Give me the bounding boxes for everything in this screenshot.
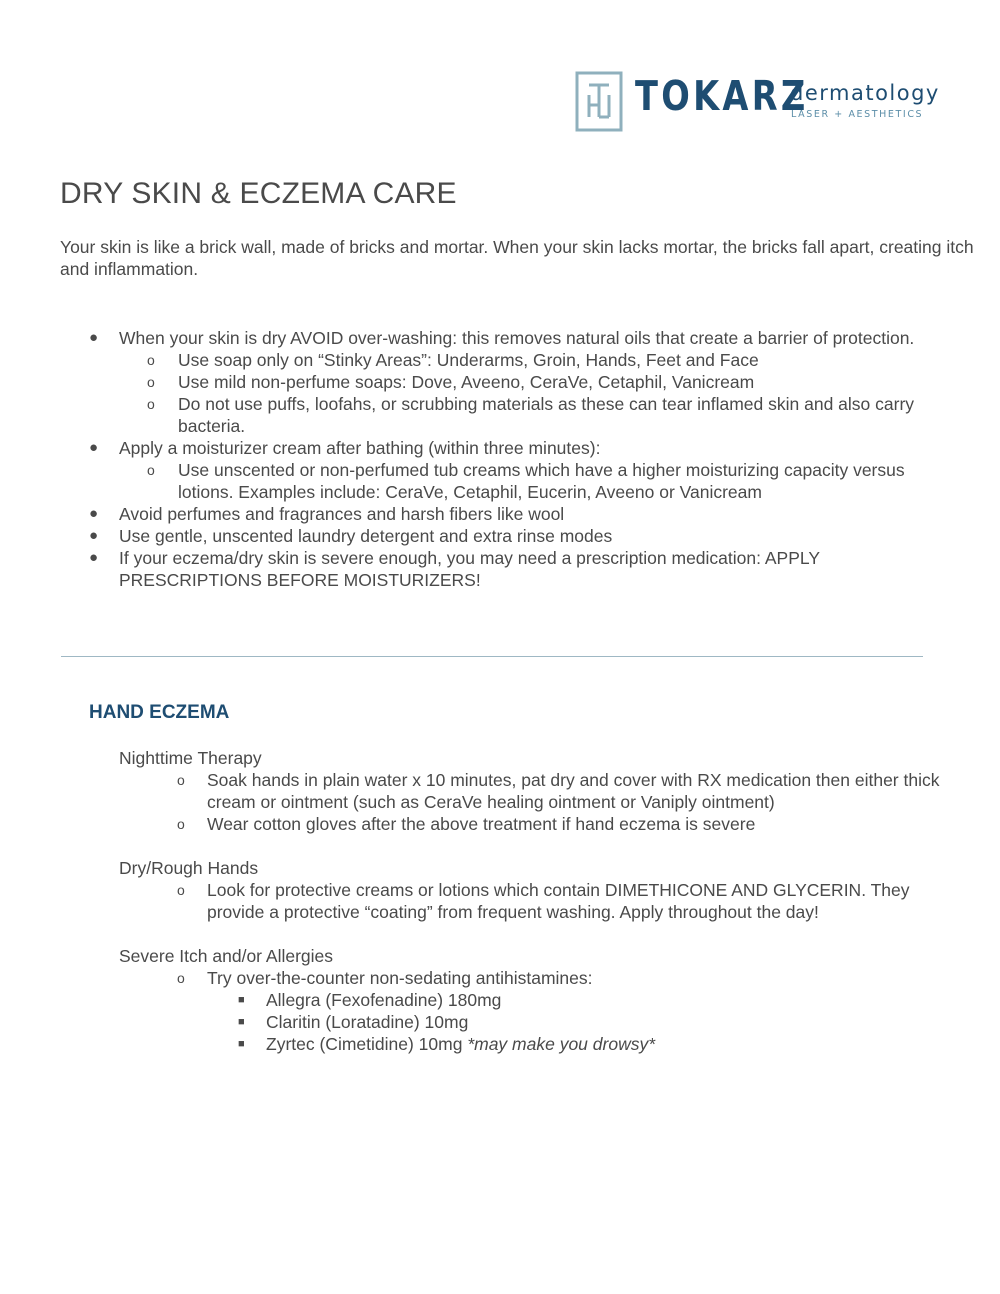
list-item-text: When your skin is dry AVOID over-washing: this removes natural oils that create a barrier of protection. <box>119 328 915 348</box>
list-item <box>0 327 1000 349</box>
sub-list-item <box>0 879 1000 923</box>
sub-item-text: Use unscented or non-perfumed tub creams which have a higher moisturizing capacity versus lotions. Examples include: CeraVe, Cetaphil, Eucerin, Aveeno or Vanicream <box>178 460 905 502</box>
bullet-icon: ● <box>89 329 99 346</box>
medication-item <box>0 1011 1000 1033</box>
hand-eczema-list <box>0 747 1000 1055</box>
bullet-icon: ● <box>89 549 99 566</box>
page-title: DRY SKIN & ECZEMA CARE <box>60 177 457 210</box>
sub-list-item <box>0 967 1000 989</box>
list-item <box>0 525 1000 547</box>
medication-note: *may make you drowsy* <box>467 1034 656 1054</box>
sub-item-text: Do not use puffs, loofahs, or scrubbing materials as these can tear inflamed skin and also carry bacteria. <box>178 394 915 436</box>
medication-item <box>0 1033 1000 1055</box>
list-item <box>0 547 1000 591</box>
sub-list-item <box>0 769 1000 813</box>
square-bullet-icon: ■ <box>238 1038 245 1050</box>
list-item-text: If your eczema/dry skin is severe enough, you may need a prescription medication: APPLY PRESCRIPTIONS BEFORE MOISTURIZERS! <box>119 548 820 590</box>
list-item <box>0 437 1000 459</box>
bullet-icon: ● <box>89 505 99 522</box>
medication-item <box>0 989 1000 1011</box>
list-item-text: Apply a moisturizer cream after bathing (within three minutes): <box>119 438 601 458</box>
circle-bullet-icon: o <box>177 816 185 832</box>
sub-item-text: Use soap only on “Stinky Areas”: Underarms, Groin, Hands, Feet and Face <box>178 350 759 370</box>
circle-bullet-icon: o <box>177 772 185 788</box>
list-item <box>0 503 1000 525</box>
circle-bullet-icon: o <box>147 396 155 412</box>
circle-bullet-icon: o <box>177 882 185 898</box>
medication-text: Claritin (Loratadine) 10mg <box>266 1012 469 1032</box>
intro-paragraph: Your skin is like a brick wall, made of bricks and mortar. When your skin lacks mortar, the bricks fall apart, creating itch and inflammation. <box>60 237 974 279</box>
circle-bullet-icon: o <box>147 374 155 390</box>
logo-tagline: LASER + AESTHETICS <box>791 109 924 120</box>
sub-list-item <box>0 459 1000 503</box>
sub-item-text: Use mild non-perfume soaps: Dove, Aveeno, CeraVe, Cetaphil, Vanicream <box>178 372 755 392</box>
group-label-nighttime: Nighttime Therapy <box>119 748 262 768</box>
circle-bullet-icon: o <box>147 462 155 478</box>
medication-text: Zyrtec (Cimetidine) 10mg <box>266 1034 468 1054</box>
circle-bullet-icon: o <box>177 970 185 986</box>
list-item-text: Avoid perfumes and fragrances and harsh fibers like wool <box>119 504 565 524</box>
sub-item-text: Soak hands in plain water x 10 minutes, pat dry and cover with RX medication then either thick cream or ointment (such as CeraVe healing ointment or Vaniply ointment) <box>207 770 940 812</box>
sub-list-item <box>0 813 1000 835</box>
sub-item-text: Look for protective creams or lotions which contain DIMETHICONE AND GLYCERIN. They provide a protective “coating” from frequent washing. Apply throughout the day! <box>207 880 910 922</box>
tk-monogram-icon <box>575 71 623 132</box>
sub-list-item <box>0 371 1000 393</box>
spacer <box>0 923 1000 945</box>
bullet-icon: ● <box>89 527 99 544</box>
logo-subtitle: dermatology <box>790 81 940 105</box>
spacer <box>0 835 1000 857</box>
sub-list-item <box>0 393 1000 437</box>
list-item-text: Use gentle, unscented laundry detergent and extra rinse modes <box>119 526 613 546</box>
medication-text: Allegra (Fexofenadine) 180mg <box>266 990 502 1010</box>
group-label-itch-allergies: Severe Itch and/or Allergies <box>119 946 334 966</box>
group-label-dry-hands: Dry/Rough Hands <box>119 858 259 878</box>
bullet-icon: ● <box>89 439 99 456</box>
sub-item-text: Try over-the-counter non-sedating antihistamines: <box>207 968 593 988</box>
square-bullet-icon: ■ <box>238 1016 245 1028</box>
hand-eczema-heading: HAND ECZEMA <box>89 702 230 723</box>
section-divider <box>61 656 923 657</box>
sub-item-text: Wear cotton gloves after the above treatment if hand eczema is severe <box>207 814 756 834</box>
logo-wordmark: TOKARZ <box>635 72 809 120</box>
sub-list-item <box>0 349 1000 371</box>
square-bullet-icon: ■ <box>238 994 245 1006</box>
care-tips-list <box>0 327 1000 591</box>
company-logo <box>575 71 940 133</box>
circle-bullet-icon: o <box>147 352 155 368</box>
